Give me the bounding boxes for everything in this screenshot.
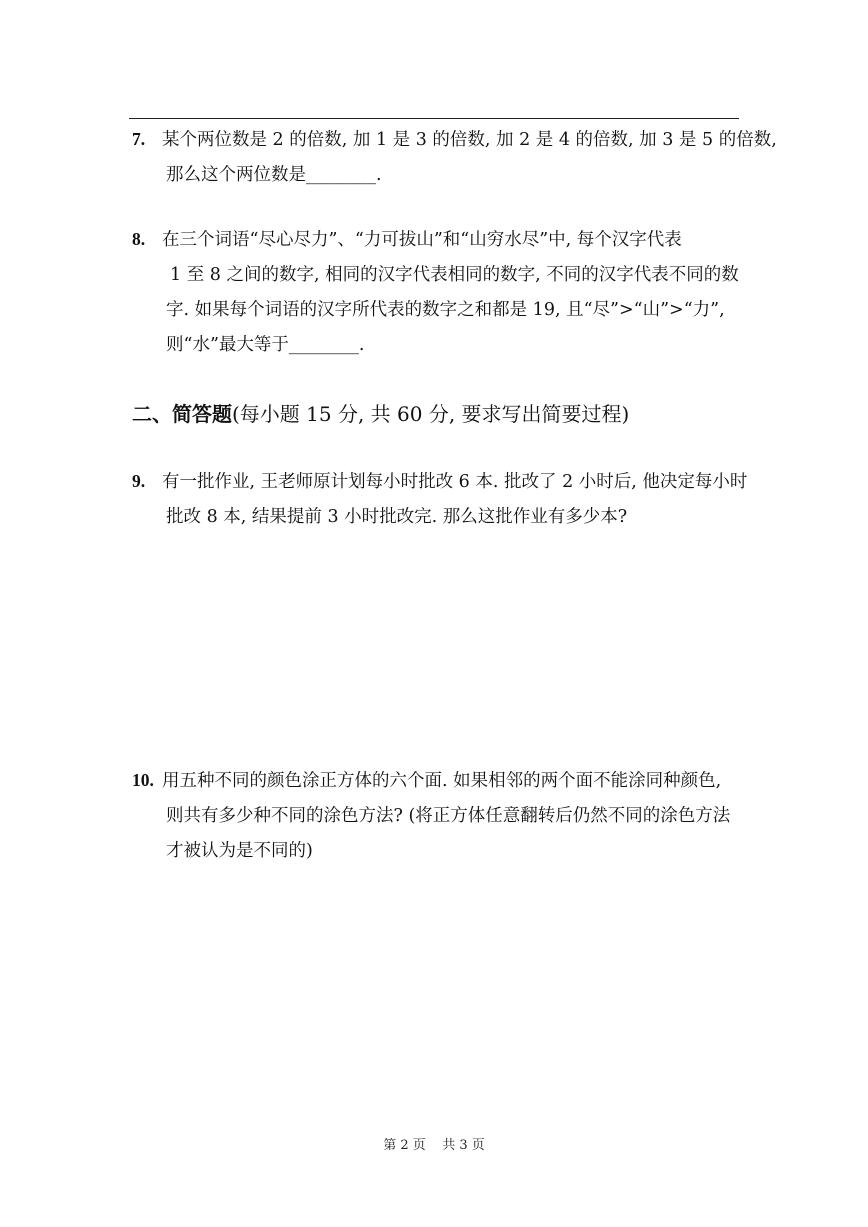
question-9-text-2: 批改 8 本, 结果提前 3 小时批改完. 那么这批作业有多少本?: [166, 507, 628, 527]
question-10-line-2: [132, 799, 742, 834]
question-7-number: 7.: [132, 129, 146, 149]
question-7-line-2: [132, 158, 742, 193]
question-8-line-1: [132, 222, 742, 258]
question-10-text-1: 用五种不同的颜色涂正方体的六个面. 如果相邻的两个面不能涂同种颜色,: [162, 771, 722, 791]
question-8-text-1: 在三个词语“尽心尽力”、“力可拔山”和“山穷水尽”中, 每个汉字代表: [162, 230, 682, 250]
question-7: [132, 122, 777, 193]
question-8-number: 8.: [132, 229, 146, 249]
section-heading: [132, 396, 629, 432]
question-8-line-3: [132, 293, 742, 328]
page-total: 共 3 页: [442, 1138, 485, 1153]
question-8-text-2: 1 至 8 之间的数字, 相同的汉字代表相同的数字, 不同的汉字代表不同的数: [170, 265, 739, 285]
question-9-line-2: [132, 500, 742, 535]
page-number: 第 2 页: [383, 1138, 426, 1153]
question-10-number: 10.: [132, 770, 154, 790]
page-footer: [0, 1136, 868, 1156]
question-7-text-1: 某个两位数是 2 的倍数, 加 1 是 3 的倍数, 加 2 是 4 的倍数, 加 3 是 5 的倍数,: [162, 130, 777, 150]
question-9-text-1: 有一批作业, 王老师原计划每小时批改 6 本. 批改了 2 小时后, 他决定每小时: [162, 472, 748, 492]
question-8: [132, 222, 742, 363]
footer-spacer: [426, 1138, 443, 1153]
section-note: (每小题 15 分, 共 60 分, 要求写出简要过程): [232, 402, 630, 426]
question-7-text-2: 那么这个两位数是________.: [166, 165, 382, 185]
question-8-line-2: [132, 258, 742, 293]
question-8-text-3: 字. 如果每个词语的汉字所代表的数字之和都是 19, 且“尽”>“山”>“力”,: [166, 300, 725, 320]
question-10-text-3: 才被认为是不同的): [166, 841, 313, 861]
question-10-text-2: 则共有多少种不同的涂色方法? (将正方体任意翻转后仍然不同的涂色方法: [166, 806, 731, 826]
question-10-line-3: [132, 834, 742, 869]
question-10: [132, 763, 742, 869]
question-7-line-1: [132, 122, 777, 158]
question-9: [132, 464, 748, 535]
question-8-text-4: 则“水”最大等于________.: [166, 335, 365, 355]
question-8-line-4: [132, 328, 742, 363]
header-rule: [129, 118, 739, 119]
question-9-number: 9.: [132, 471, 146, 491]
question-10-line-1: [132, 763, 742, 799]
section-title: 二、简答题: [132, 402, 232, 426]
question-9-line-1: [132, 464, 748, 500]
